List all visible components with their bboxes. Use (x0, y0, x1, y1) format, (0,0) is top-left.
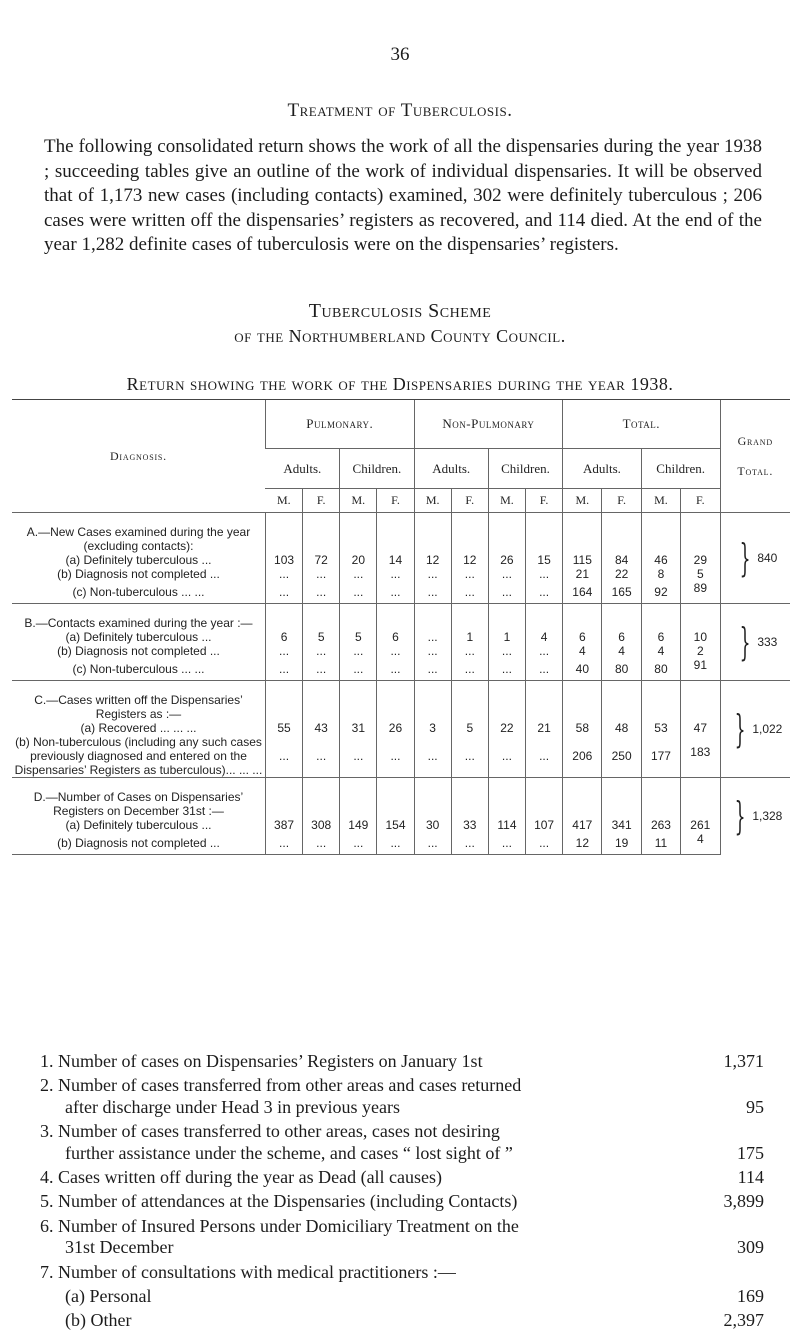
section-heading: Treatment of Tuberculosis. (287, 100, 513, 121)
section-title-row (12, 604, 790, 631)
empty-cell (681, 513, 720, 554)
sub-header-children: Children. (488, 449, 562, 489)
empty-cell (526, 778, 563, 819)
value-cell: ... (526, 658, 563, 681)
value-cell: 20 (340, 553, 377, 567)
value-cell: ... (488, 581, 525, 604)
row-label: (b) Diagnosis not completed ... (57, 644, 220, 658)
value-cell: ... (488, 644, 525, 658)
value-cell: 26 (377, 721, 414, 735)
value-cell: ... (340, 567, 377, 581)
header-male: M. (563, 489, 602, 513)
intro-paragraph: The following consolidated return shows the work of all the dispensaries during the year 1938 ; succeeding tables give an outline of the work of individual dispensaries. It will be observed that of 1,173 new cases (including contacts) examined, 302 were definitely tuberculous ; 206 cases were written off the dispensaries’ registers as recovered, and 114 died. At the end of the year 1,282 definite cases of tuberculosis were on the dispensaries’ registers. (44, 136, 762, 256)
value-cell: 19 (602, 832, 641, 855)
header-male: M. (488, 489, 525, 513)
sub-header-adults: Adults. (563, 449, 642, 489)
value-cell: 417 (563, 818, 602, 832)
group-header-pulmonary: Pulmonary. (265, 400, 414, 449)
value-cell: ... (488, 567, 525, 581)
table-row (12, 630, 790, 644)
note-item (40, 1121, 764, 1164)
value-cell: ... (526, 832, 563, 855)
value-cell: 21 (526, 721, 563, 735)
value-cell: ... (377, 581, 414, 604)
value-cell: 3 (414, 721, 451, 735)
value-cell: 6 (377, 630, 414, 644)
value-cell: 6 (563, 630, 602, 644)
value-cell: 31 (340, 721, 377, 735)
empty-cell (563, 778, 602, 819)
value-cell: 6 (265, 630, 302, 644)
value-cell: ... (265, 658, 302, 681)
header-female: F. (602, 489, 641, 513)
value-cell: 4 (641, 644, 680, 658)
row-label: (c) Non-tuberculous ... ... (12, 658, 265, 681)
row-label: (c) Non-tuberculous ... ... (12, 581, 265, 604)
empty-cell (563, 681, 602, 722)
value-cell: 22 (488, 721, 525, 735)
empty-cell (526, 513, 563, 554)
empty-cell (563, 604, 602, 631)
value-cell: ... (488, 658, 525, 681)
empty-cell (303, 604, 340, 631)
note-text: 6. Number of Insured Persons under Domiciliary Treatment on the (40, 1215, 519, 1236)
value-cell: ... (340, 644, 377, 658)
value-cell: ... (377, 832, 414, 855)
value-cell: 12 (414, 553, 451, 567)
empty-cell (340, 513, 377, 554)
value-cell: 115 (563, 553, 602, 567)
note-item (40, 1216, 764, 1259)
empty-cell (526, 681, 563, 722)
empty-cell (488, 778, 525, 819)
value-cell: ... (451, 581, 488, 604)
value-cell: 5 (451, 721, 488, 735)
value-cell: 8 (641, 567, 680, 581)
value-cell: 14 (377, 553, 414, 567)
value-cell: ... (340, 735, 377, 778)
notes-list (40, 1051, 764, 1335)
value-cell: 341 (602, 818, 641, 832)
table-row (12, 553, 790, 567)
value-cell: ... (265, 644, 302, 658)
row-label: (a) Definitely tuberculous ... (65, 818, 212, 832)
value-cell: ... (414, 630, 451, 644)
value-cell: 80 (602, 658, 641, 681)
note-value: 175 (737, 1142, 764, 1163)
value-cell: 263 (641, 818, 680, 832)
table-row (12, 581, 790, 604)
empty-cell (414, 778, 451, 819)
value-cell: ... (451, 832, 488, 855)
value-cell: 26 (488, 553, 525, 567)
table-row (12, 721, 790, 735)
grand-total-header: Grand Total. (720, 400, 790, 513)
value-cell: 164 (563, 581, 602, 604)
empty-cell (526, 604, 563, 631)
value-cell: 12 (563, 832, 602, 855)
value-cell: ... (414, 581, 451, 604)
header-male: M. (340, 489, 377, 513)
value-cell: ... (414, 658, 451, 681)
diagnosis-header: Diagnosis. (12, 400, 265, 513)
empty-cell (641, 513, 680, 554)
value-cell: 46 (641, 553, 680, 567)
value-cell: ... (303, 735, 340, 778)
empty-cell (340, 778, 377, 819)
empty-cell (377, 604, 414, 631)
value-cell: 5 (681, 567, 720, 581)
value-cell: 165 (602, 581, 641, 604)
note-item (40, 1286, 764, 1307)
table-row (12, 658, 790, 681)
scheme-title: Tuberculosis Scheme (308, 300, 492, 322)
value-cell: 5 (303, 630, 340, 644)
value-cell: 261 (681, 818, 720, 832)
value-cell: ... (414, 832, 451, 855)
value-cell: 308 (303, 818, 340, 832)
header-female: F. (526, 489, 563, 513)
section-title: D.—Number of Cases on Dispensaries’ Registers on December 31st :— (12, 778, 265, 819)
value-cell: ... (414, 735, 451, 778)
value-cell: 107 (526, 818, 563, 832)
value-cell: 6 (602, 630, 641, 644)
grand-total-value: 333 (757, 635, 778, 649)
value-cell: 55 (265, 721, 302, 735)
note-text: 4. Cases written off during the year as Dead (all causes) (40, 1167, 443, 1188)
value-cell: 183 (681, 735, 720, 778)
empty-cell (451, 513, 488, 554)
value-cell: 92 (641, 581, 680, 604)
value-cell: 10 (681, 630, 720, 644)
note-value: 3,899 (723, 1191, 764, 1212)
value-cell: ... (526, 567, 563, 581)
empty-cell (340, 681, 377, 722)
value-cell: 21 (563, 567, 602, 581)
value-cell: 250 (602, 735, 641, 778)
value-cell: 1 (451, 630, 488, 644)
empty-cell (488, 513, 525, 554)
value-cell: 4 (526, 630, 563, 644)
row-label: (a) Recovered ... ... ... (80, 721, 197, 735)
value-cell: 29 (681, 553, 720, 567)
grand-total-cell (720, 513, 790, 604)
value-cell: 30 (414, 818, 451, 832)
value-cell: 15 (526, 553, 563, 567)
note-item (40, 1262, 764, 1283)
value-cell: 12 (451, 553, 488, 567)
empty-cell (681, 778, 720, 819)
value-cell: 206 (563, 735, 602, 778)
grand-total-cell (720, 681, 790, 778)
value-cell: 40 (563, 658, 602, 681)
value-cell: ... (303, 658, 340, 681)
table-row (12, 818, 790, 832)
scheme-subtitle: of the Northumberland County Council. (234, 326, 566, 346)
value-cell: ... (451, 567, 488, 581)
note-item (40, 1075, 764, 1118)
value-cell: ... (414, 644, 451, 658)
value-cell: ... (265, 581, 302, 604)
group-header-total: Total. (563, 400, 720, 449)
value-cell: 53 (641, 721, 680, 735)
empty-cell (303, 778, 340, 819)
value-cell: ... (451, 658, 488, 681)
table-row (12, 832, 790, 855)
note-continuation: further assistance under the scheme, and cases “ lost sight of ” (65, 1142, 513, 1163)
value-cell: 1 (488, 630, 525, 644)
page-number: 36 (390, 44, 410, 65)
value-cell: ... (303, 832, 340, 855)
empty-cell (265, 778, 302, 819)
section-title: B.—Contacts examined during the year :— (12, 604, 265, 631)
note-item (40, 1310, 764, 1331)
empty-cell (451, 604, 488, 631)
value-cell: 4 (681, 832, 720, 855)
value-cell: ... (377, 658, 414, 681)
brace-glyph: } (739, 620, 751, 664)
value-cell: ... (303, 644, 340, 658)
section-title-row (12, 778, 790, 819)
value-cell: ... (265, 735, 302, 778)
value-cell: 103 (265, 553, 302, 567)
empty-cell (377, 681, 414, 722)
empty-cell (303, 513, 340, 554)
empty-cell (641, 778, 680, 819)
value-cell: 6 (641, 630, 680, 644)
value-cell: 80 (641, 658, 680, 681)
empty-cell (377, 778, 414, 819)
value-cell: ... (526, 644, 563, 658)
value-cell: 154 (377, 818, 414, 832)
note-value: 1,371 (723, 1051, 764, 1071)
sub-header-children: Children. (340, 449, 414, 489)
value-cell: 2 (681, 644, 720, 658)
value-cell: 33 (451, 818, 488, 832)
value-cell: ... (340, 581, 377, 604)
note-continuation: 31st December (65, 1237, 174, 1258)
table-row (12, 644, 790, 658)
value-cell: ... (303, 581, 340, 604)
value-cell: ... (451, 735, 488, 778)
note-value: 2,397 (723, 1310, 764, 1331)
empty-cell (602, 513, 641, 554)
value-cell: ... (488, 832, 525, 855)
empty-cell (414, 604, 451, 631)
value-cell: ... (377, 644, 414, 658)
header-male: M. (414, 489, 451, 513)
value-cell: ... (265, 832, 302, 855)
empty-cell (414, 681, 451, 722)
section-title: A.—New Cases examined during the year (excluding contacts): (12, 513, 265, 554)
empty-cell (265, 513, 302, 554)
value-cell: ... (377, 567, 414, 581)
grand-total-value: 1,022 (752, 722, 783, 736)
header-female: F. (303, 489, 340, 513)
empty-cell (451, 681, 488, 722)
value-cell: ... (488, 735, 525, 778)
note-value: 95 (746, 1096, 764, 1117)
dispensary-return-table (12, 399, 790, 855)
empty-cell (602, 778, 641, 819)
row-label: (a) Definitely tuberculous ... (65, 553, 212, 567)
value-cell: 4 (602, 644, 641, 658)
value-cell: ... (451, 644, 488, 658)
value-cell: ... (303, 567, 340, 581)
empty-cell (414, 513, 451, 554)
grand-total-cell (720, 604, 790, 681)
note-text: 1. Number of cases on Dispensaries’ Registers on January 1st (40, 1051, 483, 1071)
grand-total-cell (720, 778, 790, 855)
note-text: (a) Personal (65, 1286, 152, 1307)
value-cell: ... (526, 735, 563, 778)
note-text: 7. Number of consultations with medical practitioners :— (40, 1261, 456, 1282)
note-item (40, 1167, 764, 1188)
section-title-row (12, 681, 790, 722)
empty-cell (641, 604, 680, 631)
empty-cell (681, 604, 720, 631)
header-male: M. (265, 489, 302, 513)
value-cell: 177 (641, 735, 680, 778)
brace-glyph: } (734, 794, 746, 839)
value-cell: 149 (340, 818, 377, 832)
row-label: (b) Diagnosis not completed ... (12, 832, 265, 855)
value-cell: 48 (602, 721, 641, 735)
value-cell: 89 (681, 581, 720, 604)
empty-cell (265, 681, 302, 722)
value-cell: ... (414, 567, 451, 581)
value-cell: 114 (488, 818, 525, 832)
header-female: F. (377, 489, 414, 513)
note-value: 169 (737, 1286, 764, 1307)
row-label: (a) Definitely tuberculous ... (65, 630, 212, 644)
section-title: C.—Cases written off the Dispensaries’ Registers as :— (12, 681, 265, 722)
header-female: F. (681, 489, 720, 513)
value-cell: 47 (681, 721, 720, 735)
empty-cell (681, 681, 720, 722)
value-cell: 58 (563, 721, 602, 735)
empty-cell (265, 604, 302, 631)
grand-total-value: 1,328 (752, 809, 783, 824)
value-cell: 387 (265, 818, 302, 832)
note-item (40, 1191, 764, 1212)
value-cell: 84 (602, 553, 641, 567)
note-value: 114 (737, 1167, 764, 1188)
note-text: 3. Number of cases transferred to other areas, cases not desiring (40, 1121, 500, 1142)
empty-cell (602, 604, 641, 631)
empty-cell (377, 513, 414, 554)
value-cell: 5 (340, 630, 377, 644)
sub-header-adults: Adults. (265, 449, 339, 489)
value-cell: ... (526, 581, 563, 604)
row-label: (b) Diagnosis not completed ... (57, 567, 220, 581)
grand-total-value: 840 (757, 551, 778, 565)
value-cell: 11 (641, 832, 680, 855)
value-cell: 4 (563, 644, 602, 658)
sub-header-children: Children. (641, 449, 720, 489)
sub-header-adults: Adults. (414, 449, 488, 489)
section-title-row (12, 513, 790, 554)
note-text: 5. Number of attendances at the Dispensaries (including Contacts) (40, 1191, 518, 1212)
return-title: Return showing the work of the Dispensaries during the year 1938. (126, 374, 674, 394)
empty-cell (641, 681, 680, 722)
empty-cell (488, 604, 525, 631)
table-row (12, 567, 790, 581)
note-item (40, 1051, 764, 1072)
value-cell: 91 (681, 658, 720, 681)
empty-cell (451, 778, 488, 819)
header-male: M. (641, 489, 680, 513)
brace-glyph: } (734, 707, 746, 751)
value-cell: 43 (303, 721, 340, 735)
value-cell: 72 (303, 553, 340, 567)
note-continuation: after discharge under Head 3 in previous years (65, 1096, 401, 1117)
value-cell: ... (340, 658, 377, 681)
row-label: (b) Non-tuberculous (including any such cases previously diagnosed and entered on the Dispensaries’ Registers as tuberculous)... ... ... (12, 735, 265, 778)
empty-cell (303, 681, 340, 722)
value-cell: ... (265, 567, 302, 581)
value-cell: ... (377, 735, 414, 778)
empty-cell (602, 681, 641, 722)
header-female: F. (451, 489, 488, 513)
note-text: 2. Number of cases transferred from other areas and cases returned (40, 1075, 522, 1096)
empty-cell (340, 604, 377, 631)
note-text: (b) Other (65, 1310, 132, 1331)
note-value: 309 (737, 1237, 764, 1258)
empty-cell (488, 681, 525, 722)
brace-glyph: } (739, 536, 751, 580)
group-header-non-pulmonary: Non-Pulmonary (414, 400, 563, 449)
table-row (12, 735, 790, 778)
value-cell: ... (340, 832, 377, 855)
value-cell: 22 (602, 567, 641, 581)
empty-cell (563, 513, 602, 554)
